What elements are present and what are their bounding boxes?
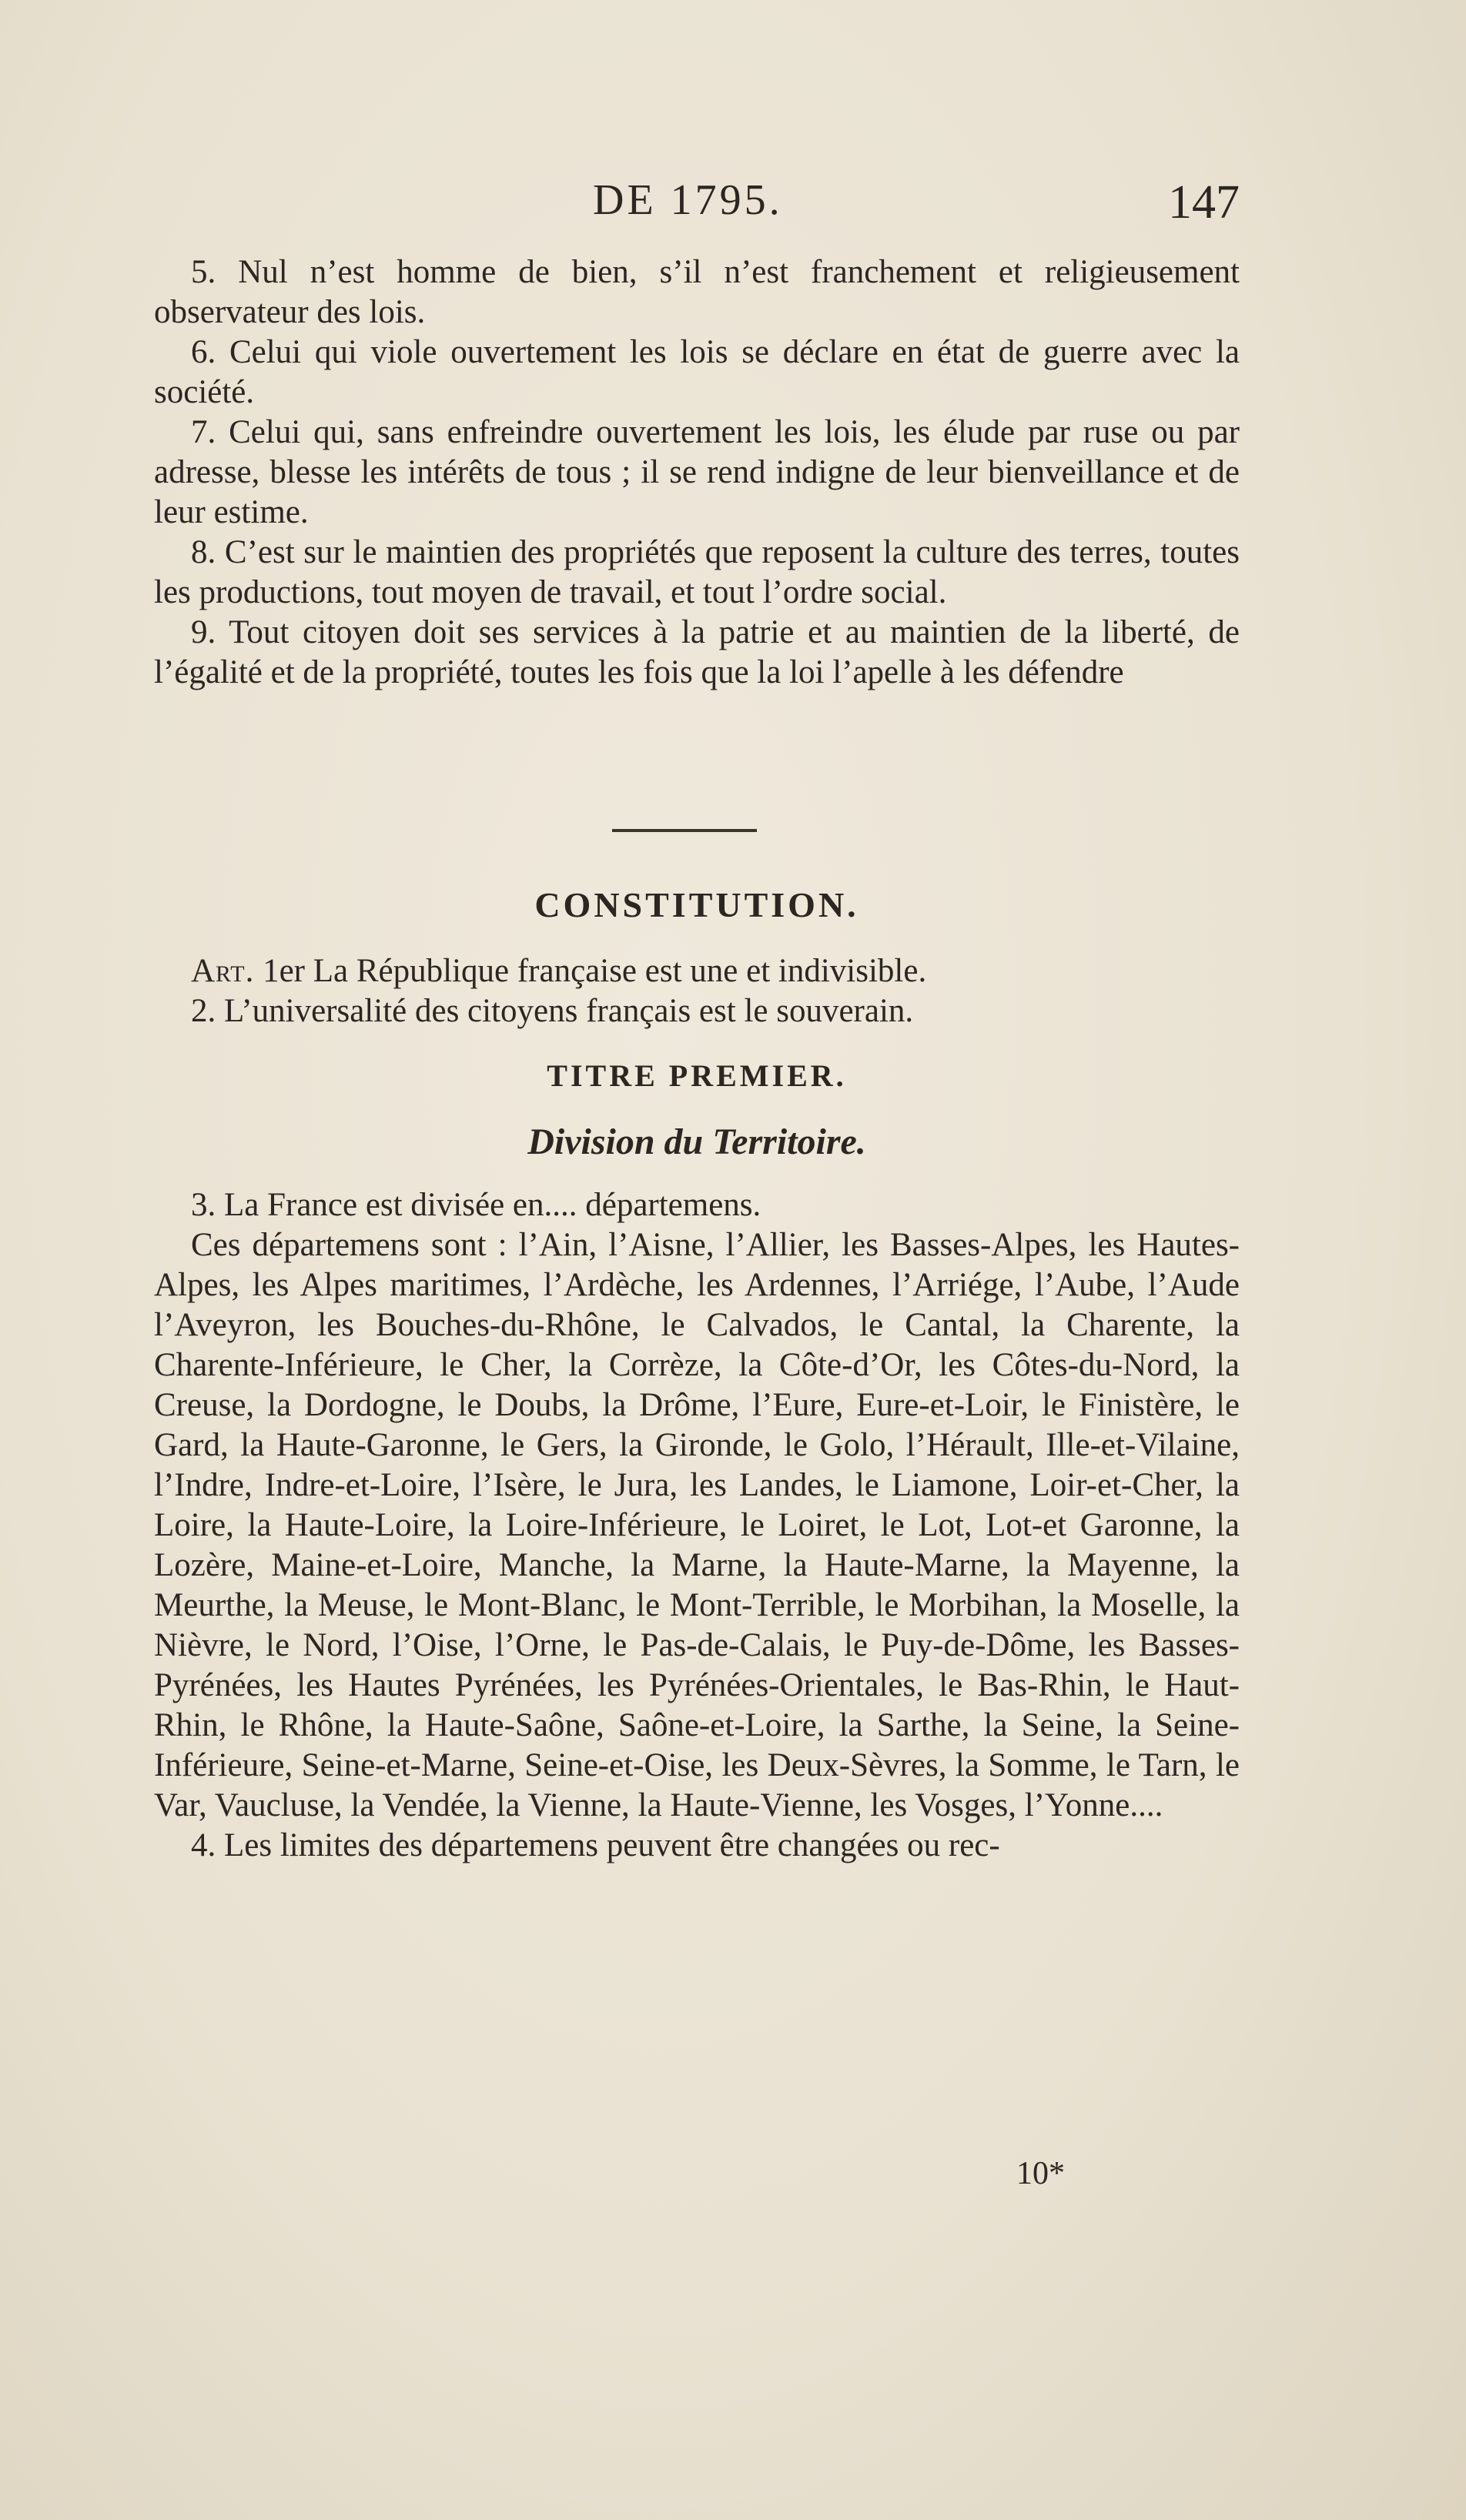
- constitution-article-2: 2. L’universalité des citoyens français est le souverain.: [191, 993, 914, 1029]
- declaration-article: 5. Nul n’est homme de bien, s’il n’est franchement et religieusement observateur des lois.: [154, 254, 1240, 330]
- declaration-article: 9. Tout citoyen doit ses services à la patrie et au maintien de la liberté, de l’égalité et de la propriété, toutes les fois que la loi l’apelle à les défendre: [154, 614, 1240, 690]
- constitution-section: [154, 885, 1240, 1866]
- signature-mark: 10*: [1016, 2156, 1065, 2191]
- running-title: DE 1795.: [593, 176, 783, 224]
- section-divider: [612, 829, 757, 832]
- declaration-article: 8. C’est sur le maintien des propriétés que reposent la culture des terres, toutes les productions, tout moyen de travail, et tout l’ordre social.: [154, 534, 1240, 610]
- running-head: [154, 175, 1240, 229]
- declaration-article: 7. Celui qui, sans enfreindre ouvertement les lois, les élude par ruse ou par adresse, blesse les intérêts de tous ; il se rend indigne de leur bienveillance et de leur estime.: [154, 414, 1240, 530]
- article-number: 1er: [263, 953, 305, 989]
- titre-heading: TITRE PREMIER.: [547, 1058, 847, 1093]
- constitution-heading: CONSTITUTION.: [534, 885, 859, 924]
- constitution-article-1: [154, 951, 1240, 991]
- declaration-article: 6. Celui qui viole ouvertement les lois se déclare en état de guerre avec la société.: [154, 334, 1240, 410]
- departements-list: Ces départemens sont : l’Ain, l’Aisne, l’Allier, les Basses-Alpes, les Hautes-Alpes, les Alpes maritimes, l’Ardèche, les Ardennes, l’Arriége, l’Aube, l’Aude l’Aveyron, les Bouches-du-Rhône, le Calvados, le Cantal, la Charente, la Charente-Inférieure, le Cher, la Corrèze, la Côte-d’Or, les Côtes-du-Nord, la Creuse, la Dordogne, le Doubs, la Drôme, l’Eure, Eure-et-Loir, le Finistère, le Gard, la Haute-Garonne, le Gers, la Gironde, le Golo, l’Hérault, Ille-et-Vilaine, l’Indre, Indre-et-Loire, l’Isère, le Jura, les Landes, le Liamone, Loir-et-Cher, la Loire, la Haute-Loire, la Loire-Inférieure, le Loiret, le Lot, Lot-et Garonne, la Lozère, Maine-et-Loire, Manche, la Marne, la Haute-Marne, la Mayenne, la Meurthe, la Meuse, le Mont-Blanc, le Mont-Terrible, le Morbihan, la Moselle, la Nièvre, le Nord, l’Oise, l’Orne, le Pas-de-Calais, le Puy-de-Dôme, les Basses-Pyrénées, les Hautes Pyrénées, les Pyrénées-Orientales, le Bas-Rhin, le Haut-Rhin, le Rhône, la Haute-Saône, Saône-et-Loire, la Sarthe, la Seine, la Seine-Inférieure, Seine-et-Marne, Seine-et-Oise, les Deux-Sèvres, la Somme, le Tarn, le Var, Vaucluse, la Vendée, la Vienne, la Haute-Vienne, les Vosges, l’Yonne....: [154, 1227, 1240, 1823]
- constitution-article-3: 3. La France est divisée en.... départemens.: [191, 1187, 761, 1223]
- page-number: 147: [1168, 176, 1240, 229]
- division-heading: Division du Territoire.: [527, 1121, 866, 1162]
- article-abbreviation: Art.: [191, 953, 255, 989]
- constitution-article-4: 4. Les limites des départemens peuvent être changées ou rec-: [191, 1827, 1000, 1863]
- article-text: La République française est une et indivisible.: [313, 953, 927, 989]
- declaration-articles: [154, 252, 1240, 693]
